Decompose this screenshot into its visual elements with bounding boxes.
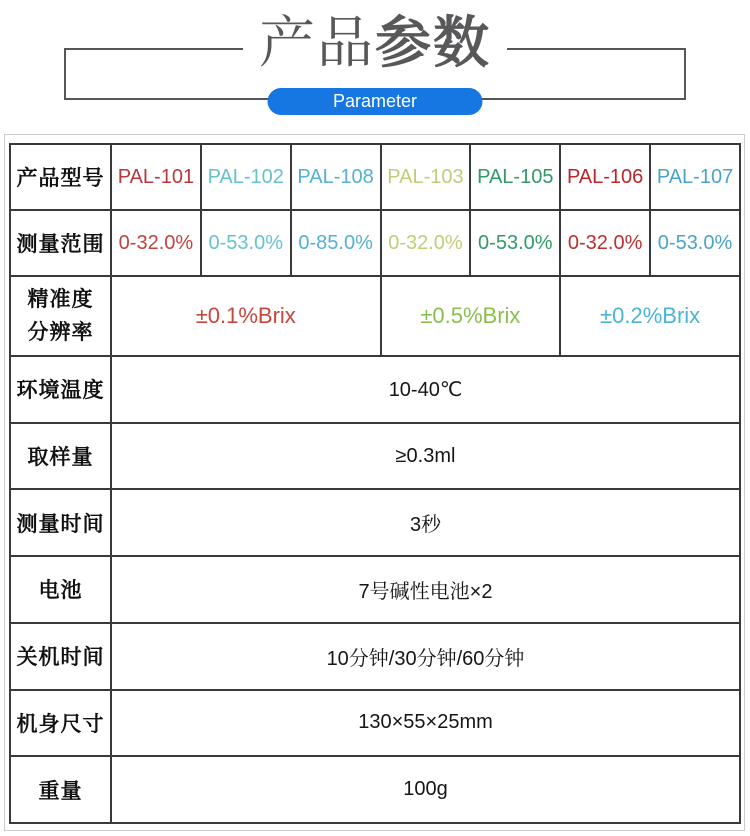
range-cell-pal107: 0-53.0% [650, 210, 740, 276]
row-label-accuracy [10, 276, 111, 356]
row-label-sample-volume: 取样量 [10, 423, 111, 490]
accuracy-cell-group2: ±0.5%Brix [381, 276, 561, 356]
table-row-accuracy [10, 276, 740, 356]
accuracy-label-line1: 精准度 [27, 288, 94, 311]
value-ambient-temperature: 10-40℃ [111, 356, 740, 423]
row-label-auto-off-time: 关机时间 [10, 623, 111, 690]
value-measurement-time: 3秒 [111, 489, 740, 556]
model-cell-pal102: PAL-102 [201, 144, 291, 210]
range-cell-pal102: 0-53.0% [201, 210, 291, 276]
row-label-body-size: 机身尺寸 [10, 690, 111, 757]
value-auto-off-time: 10分钟/30分钟/60分钟 [111, 623, 740, 690]
page-title-secondary: 参数 [375, 11, 491, 74]
spec-table [9, 143, 741, 824]
accuracy-cell-group1: ±0.1%Brix [111, 276, 381, 356]
value-battery: 7号碱性电池×2 [111, 556, 740, 623]
row-label-model: 产品型号 [10, 144, 111, 210]
row-label-measurement-time: 测量时间 [10, 489, 111, 556]
model-cell-pal103: PAL-103 [381, 144, 471, 210]
model-cell-pal101: PAL-101 [111, 144, 201, 210]
value-sample-volume: ≥0.3ml [111, 423, 740, 490]
value-weight: 100g [111, 756, 740, 823]
row-label-range: 测量范围 [10, 210, 111, 276]
range-cell-pal101: 0-32.0% [111, 210, 201, 276]
range-cell-pal105: 0-53.0% [470, 210, 560, 276]
model-cell-pal105: PAL-105 [470, 144, 560, 210]
table-row-model [10, 144, 740, 210]
model-cell-pal108: PAL-108 [291, 144, 381, 210]
row-label-weight: 重量 [10, 756, 111, 823]
range-cell-pal108: 0-85.0% [291, 210, 381, 276]
table-row-battery [10, 556, 740, 623]
row-label-ambient-temperature: 环境温度 [10, 356, 111, 423]
value-body-size: 130×55×25mm [111, 690, 740, 757]
table-row-body-size [10, 690, 740, 757]
subtitle-pill: Parameter [268, 88, 483, 115]
row-label-battery: 电池 [10, 556, 111, 623]
page-title-primary: 产品 [259, 11, 375, 74]
table-row-ambient-temperature [10, 356, 740, 423]
table-row-range [10, 210, 740, 276]
table-row-weight [10, 756, 740, 823]
range-cell-pal103: 0-32.0% [381, 210, 471, 276]
table-row-auto-off-time [10, 623, 740, 690]
model-cell-pal107: PAL-107 [650, 144, 740, 210]
page-title [243, 8, 507, 78]
range-cell-pal106: 0-32.0% [560, 210, 650, 276]
model-cell-pal106: PAL-106 [560, 144, 650, 210]
table-row-sample-volume [10, 423, 740, 490]
accuracy-cell-group3: ±0.2%Brix [560, 276, 740, 356]
table-row-measurement-time [10, 489, 740, 556]
accuracy-label-line2: 分辨率 [27, 321, 94, 344]
